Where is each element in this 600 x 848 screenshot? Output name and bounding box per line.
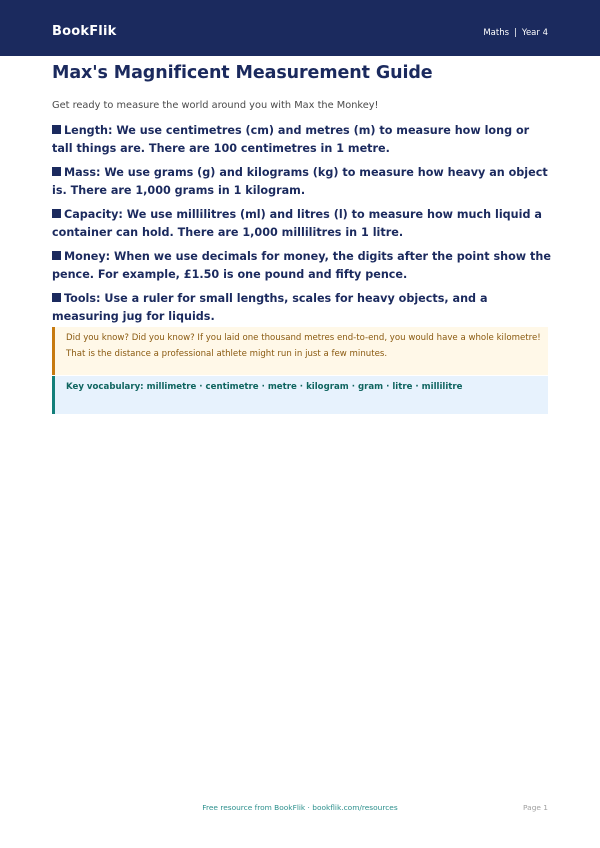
page-title: Max's Magnificent Measurement Guide	[52, 63, 433, 83]
square-bullet-icon	[52, 167, 61, 176]
key-points-list	[52, 122, 552, 332]
did-you-know-callout	[52, 327, 548, 375]
list-item	[52, 206, 552, 241]
footer-resource-link[interactable]: Free resource from BookFlik · bookflik.com/resources	[202, 803, 398, 812]
callout-text: Did you know? Did you know? If you laid one thousand metres end-to-end, you would have a whole kilometre! That is the distance a professional athlete might run in just a few minutes.	[66, 333, 541, 359]
point-text: Tools: Use a ruler for small lengths, scales for heavy objects, and a measuring jug for liquids.	[52, 292, 488, 323]
point-text: Money: When we use decimals for money, the digits after the point show the pence. For example, £1.50 is one pound and fifty pence.	[52, 250, 551, 281]
intro-text: Get ready to measure the world around you with Max the Monkey!	[52, 100, 379, 111]
header-meta	[483, 28, 548, 38]
square-bullet-icon	[52, 125, 61, 134]
header-bar	[0, 0, 600, 56]
square-bullet-icon	[52, 293, 61, 302]
point-text: Length: We use centimetres (cm) and metres (m) to measure how long or tall things are. There are 100 centimetres in 1 metre.	[52, 124, 530, 155]
meta-separator: |	[514, 28, 517, 38]
list-item	[52, 290, 552, 325]
brand-logo[interactable]: BookFlik	[52, 24, 117, 39]
list-item	[52, 122, 552, 157]
page-number: Page 1	[523, 803, 548, 812]
point-text: Mass: We use grams (g) and kilograms (kg) to measure how heavy an object is. There are 1,000 grams in 1 kilogram.	[52, 166, 548, 197]
subject-label: Maths	[483, 28, 510, 38]
year-label: Year 4	[521, 28, 548, 38]
square-bullet-icon	[52, 209, 61, 218]
square-bullet-icon	[52, 251, 61, 260]
vocab-text: Key vocabulary: millimetre · centimetre · metre · kilogram · gram · litre · millilitre	[66, 382, 463, 392]
list-item	[52, 248, 552, 283]
list-item	[52, 164, 552, 199]
point-text: Capacity: We use millilitres (ml) and litres (l) to measure how much liquid a container can hold. There are 1,000 millilitres in 1 litre.	[52, 208, 542, 239]
key-vocabulary-callout	[52, 376, 548, 414]
